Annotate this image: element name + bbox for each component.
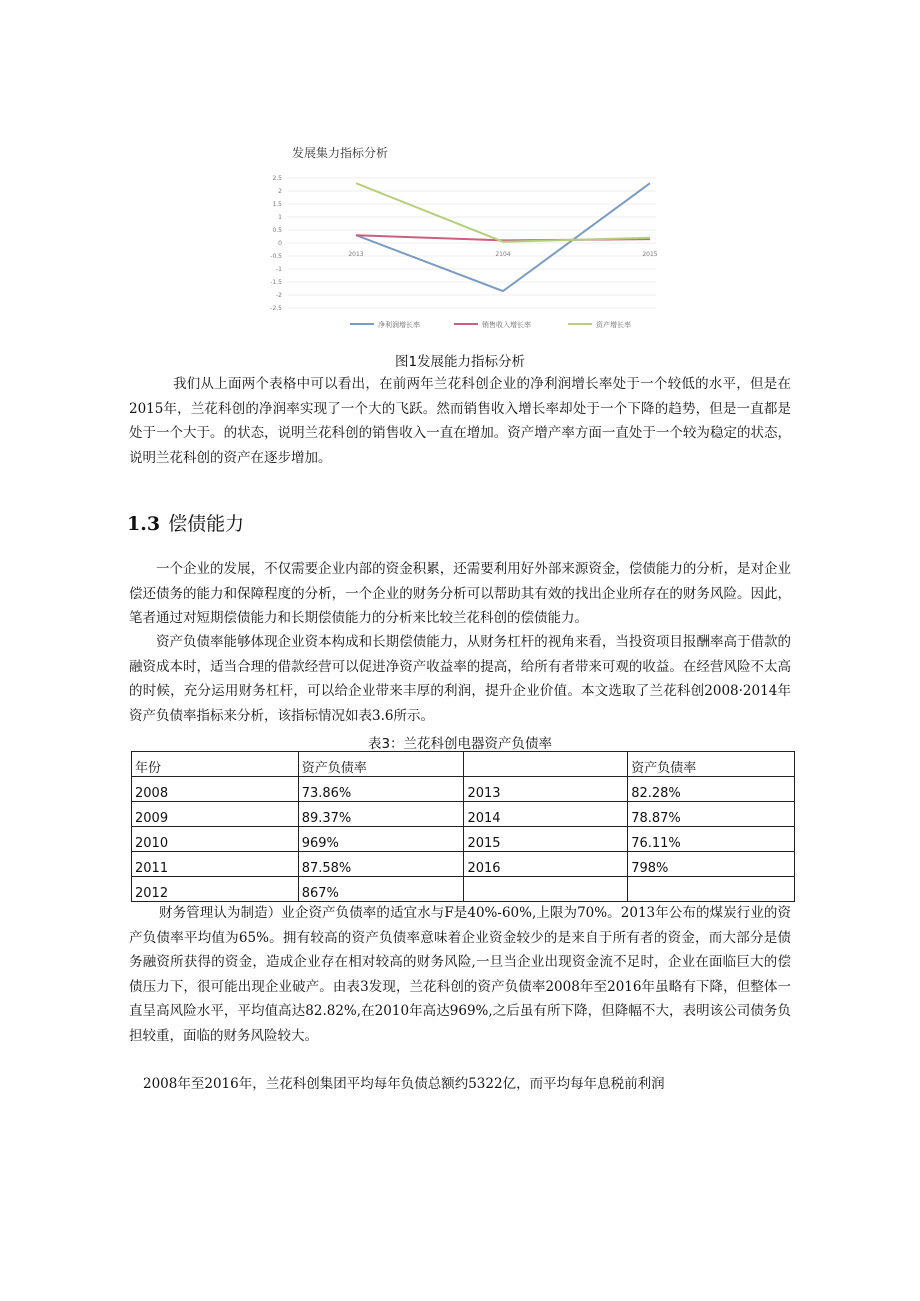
paragraph-debt-summary: 2008年至2016年，兰花科创集团平均每年负债总额约5322亿，而平均每年息税前利润: [143, 1076, 665, 1092]
table-row: [132, 802, 795, 827]
table-cell: 2012: [132, 877, 299, 902]
debt-ratio-table: [131, 751, 795, 902]
table-cell: 78.87%: [628, 802, 795, 827]
table-cell: [464, 877, 628, 902]
legend-label: 销售收入增长率: [482, 321, 531, 329]
y-tick-label: -2: [276, 292, 282, 299]
table-cell: 2008: [132, 777, 299, 802]
table-header-cell: 年份: [132, 752, 299, 777]
y-tick-label: -1: [276, 266, 282, 273]
table-row: [132, 852, 795, 877]
legend-label: 资产增长率: [596, 321, 631, 329]
table-cell: 2014: [464, 802, 628, 827]
y-tick-label: -2.5: [270, 305, 282, 312]
x-tick-label: 2104: [495, 251, 511, 258]
table-header-cell: 资产负债率: [628, 752, 795, 777]
table-cell: 2011: [132, 852, 299, 877]
y-tick-label: 0: [278, 240, 282, 247]
table-header-row: [132, 752, 795, 777]
paragraph-debt-intro: 一个企业的发展，不仅需要企业内部的资金积累，还需要利用好外部来源资金，偿债能力的分析，是对企业偿还债务的能力和保障程度的分析，一个企业的财务分析可以帮助其有效的找出企业所存在的财务风险。因此，笔者通过对短期偿债能力和长期偿债能力的分析来比较兰花科创的偿债能力。: [129, 561, 791, 626]
table-cell: 969%: [298, 827, 464, 852]
section-number: 1.3: [127, 513, 161, 535]
table-cell: 2015: [464, 827, 628, 852]
y-tick-label: 2: [278, 188, 282, 195]
table-row: [132, 827, 795, 852]
table-cell: 2009: [132, 802, 299, 827]
table-cell: 2016: [464, 852, 628, 877]
growth-chart: [258, 140, 664, 332]
table-cell: 89.37%: [298, 802, 464, 827]
paragraph-debt-ratio: 资产负债率能够体现企业资本构成和长期偿债能力，从财务杠杆的视角来看，当投资项目报酬率高于借款的融资成本时，适当合理的借款经营可以促进净资产收益率的提高，给所有者带来可观的收益。在经营风险不太高的时候，充分运用财务杠杆，可以给企业带来丰厚的利润，提升企业价值。本文选取了兰花科创2008·2014年资产负债率指标来分析，该指标情况如表3.6所示。: [129, 634, 791, 724]
table-header-cell: 资产负债率: [298, 752, 464, 777]
table-cell: 2013: [464, 777, 628, 802]
paragraph-growth-analysis: 我们从上面两个表格中可以看出，在前两年兰花科创企业的净利润增长率处于一个较低的水平，但是在2015年，兰花科创的净润率实现了一个大的飞跃。然而销售收入增长率却处于一个下降的趋势，但是一直都是处于一个大于。的状态，说明兰花科创的销售收入一直在增加。资产增产率方面一直处于一个较为稳定的状态，说明兰花科创的资产在逐步增加。: [129, 376, 791, 466]
table-row: [132, 877, 795, 902]
table-cell: 76.11%: [628, 827, 795, 852]
y-tick-label: 2.5: [272, 175, 282, 182]
y-tick-label: 1: [278, 214, 282, 221]
chart-title: 发展集力指标分析: [292, 146, 389, 160]
y-tick-label: 1.5: [272, 201, 282, 208]
paragraph-debt-analysis: 财务管理认为制造）业企资产负债率的适宜水与F是40%-60%,上限为70%。2013年公布的煤炭行业的资产负债率平均值为65%。拥有较高的资产负债率意味着企业资金较少的是来自于所有者的资金，而大部分是债务融资所获得的资金，造成企业存在相对较高的财务风险,一旦当企业出现资金流不足时，企业在面临巨大的偿债压力下，很可能出现企业破产。由表3发现，兰花科创的资产负债率2008年至2016年虽略有下降，但整体一直呈高风险水平，平均值高达82.82%,在2010年高达969%,之后虽有所下降，但降幅不大，表明该公司债务负担较重，面临的财务风险较大。: [129, 905, 791, 1044]
legend-label: 净利润增长率: [378, 321, 420, 329]
table-cell: 73.86%: [298, 777, 464, 802]
figure-caption: 图1发展能力指标分析: [394, 354, 526, 370]
table-row: [132, 777, 795, 802]
x-tick-label: 2015: [642, 251, 658, 258]
table-cell: 2010: [132, 827, 299, 852]
table-cell: 87.58%: [298, 852, 464, 877]
section-heading: [127, 509, 244, 536]
table-cell: 867%: [298, 877, 464, 902]
y-tick-label: -0.5: [270, 253, 282, 260]
table-header-cell: [464, 752, 628, 777]
section-title: 偿债能力: [168, 513, 245, 535]
x-tick-label: 2013: [348, 251, 364, 258]
chart-canvas: [258, 140, 664, 332]
y-tick-label: 0.5: [272, 227, 282, 234]
y-tick-label: -1.5: [270, 279, 282, 286]
table-cell: [628, 877, 795, 902]
table-caption: 表3：兰花科创电器资产负债率: [367, 736, 553, 752]
series-line: [356, 183, 650, 242]
table-cell: 82.28%: [628, 777, 795, 802]
table-cell: 798%: [628, 852, 795, 877]
